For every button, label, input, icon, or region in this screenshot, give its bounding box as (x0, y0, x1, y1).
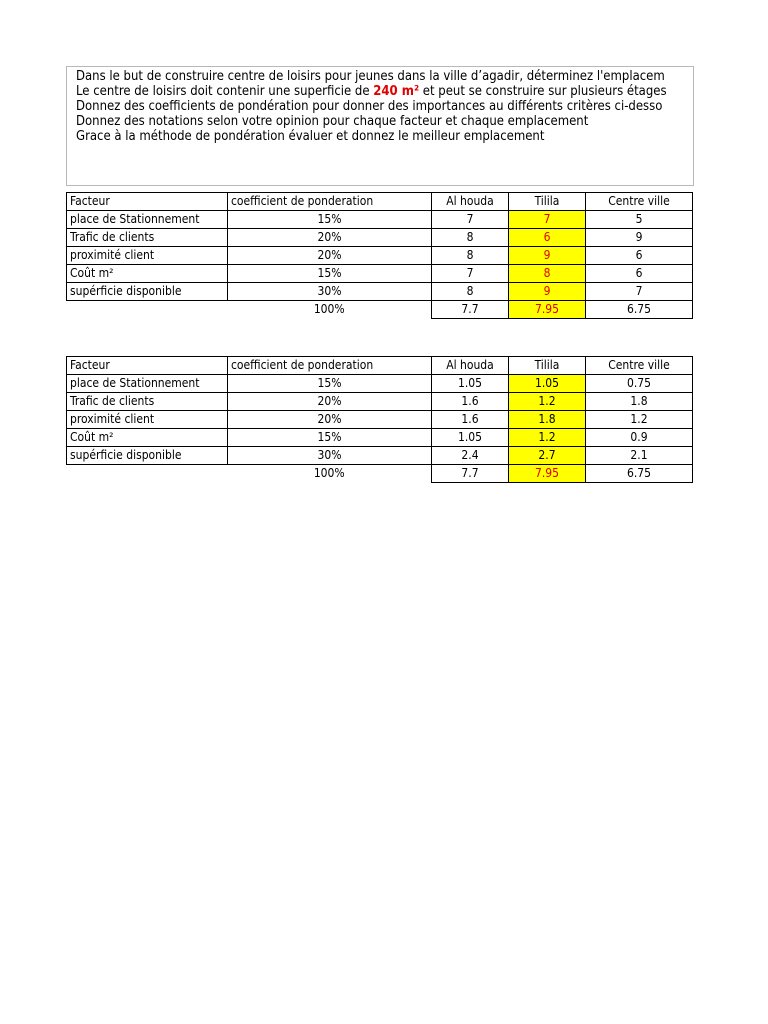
instruction-line-2-end: et peut se construire sur plusieurs étages (419, 84, 667, 99)
score-cell[interactable]: 7 (432, 265, 509, 283)
header-cell[interactable]: Centre ville (586, 193, 693, 211)
weighted-score-cell[interactable]: 2.1 (586, 447, 693, 465)
header-cell[interactable]: Al houda (432, 193, 509, 211)
empty-cell[interactable] (67, 465, 228, 483)
weighted-score-cell[interactable]: 1.6 (432, 411, 509, 429)
coefficient-cell[interactable]: 15% (228, 429, 432, 447)
weighted-score-cell[interactable]: 0.75 (586, 375, 693, 393)
area-value: 240 m² (373, 84, 420, 99)
table-row (67, 447, 693, 465)
header-cell[interactable]: Facteur (67, 193, 228, 211)
header-cell[interactable]: Facteur (67, 357, 228, 375)
score-cell[interactable]: 8 (432, 283, 509, 301)
highlighted-weighted-cell[interactable]: 2.7 (509, 447, 586, 465)
coefficient-cell[interactable]: 30% (228, 447, 432, 465)
highlighted-weighted-cell[interactable]: 1.2 (509, 429, 586, 447)
highlighted-total-cell[interactable]: 7.95 (509, 301, 586, 319)
table-header-row (67, 357, 693, 375)
table-row (67, 283, 693, 301)
table-row (67, 375, 693, 393)
header-cell[interactable]: Tilila (509, 193, 586, 211)
factor-cell[interactable]: place de Stationnement (67, 375, 228, 393)
header-cell[interactable]: coefficient de ponderation (228, 357, 432, 375)
factor-cell[interactable]: Trafic de clients (67, 229, 228, 247)
table-row (67, 229, 693, 247)
coefficient-cell[interactable]: 20% (228, 411, 432, 429)
weighted-scores-table (66, 356, 693, 483)
instruction-line-5: Grace à la méthode de pondération évaluer et donnez le meilleur emplacement (76, 129, 545, 144)
highlighted-score-cell[interactable]: 8 (509, 265, 586, 283)
score-cell[interactable]: 8 (432, 229, 509, 247)
table-row (67, 393, 693, 411)
total-score-cell[interactable]: 7.7 (432, 301, 509, 319)
instructions-textbox[interactable] (66, 66, 694, 186)
highlighted-weighted-cell[interactable]: 1.2 (509, 393, 586, 411)
header-cell[interactable]: Al houda (432, 357, 509, 375)
empty-cell[interactable] (67, 301, 228, 319)
score-cell[interactable]: 7 (432, 211, 509, 229)
factor-cell[interactable]: Coût m² (67, 429, 228, 447)
table-row (67, 265, 693, 283)
highlighted-weighted-cell[interactable]: 1.8 (509, 411, 586, 429)
factor-cell[interactable]: proximité client (67, 411, 228, 429)
factor-cell[interactable]: supérficie disponible (67, 447, 228, 465)
instruction-line-2 (76, 84, 667, 100)
highlighted-score-cell[interactable]: 9 (509, 283, 586, 301)
highlighted-score-cell[interactable]: 9 (509, 247, 586, 265)
table-header-row (67, 193, 693, 211)
factor-cell[interactable]: proximité client (67, 247, 228, 265)
factor-cell[interactable]: Coût m² (67, 265, 228, 283)
instruction-line-2-start: Le centre de loisirs doit contenir une superficie de (76, 84, 374, 99)
coefficient-total-cell[interactable]: 100% (313, 466, 345, 481)
coefficient-cell[interactable]: 15% (228, 211, 432, 229)
score-cell[interactable]: 9 (586, 229, 693, 247)
table-row (67, 411, 693, 429)
coefficient-cell[interactable]: 20% (228, 247, 432, 265)
score-cell[interactable]: 6 (586, 247, 693, 265)
total-score-cell[interactable]: 7.7 (432, 465, 509, 483)
weighted-score-cell[interactable]: 0.9 (586, 429, 693, 447)
table-row (67, 247, 693, 265)
score-cell[interactable]: 8 (432, 247, 509, 265)
coefficient-total-cell[interactable]: 100% (313, 302, 345, 317)
highlighted-total-cell[interactable]: 7.95 (509, 465, 586, 483)
total-score-cell[interactable]: 6.75 (586, 301, 693, 319)
table-row (67, 211, 693, 229)
coefficient-cell[interactable]: 20% (228, 393, 432, 411)
total-row (67, 465, 693, 483)
header-cell[interactable]: coefficient de ponderation (228, 193, 432, 211)
highlighted-weighted-cell[interactable]: 1.05 (509, 375, 586, 393)
coefficient-cell[interactable]: 20% (228, 229, 432, 247)
highlighted-score-cell[interactable]: 7 (509, 211, 586, 229)
header-cell[interactable]: Tilila (509, 357, 586, 375)
factor-cell[interactable]: Trafic de clients (67, 393, 228, 411)
highlighted-score-cell[interactable]: 6 (509, 229, 586, 247)
coefficient-cell[interactable]: 15% (228, 265, 432, 283)
table-row (67, 429, 693, 447)
header-cell[interactable]: Centre ville (586, 357, 693, 375)
total-row (67, 301, 693, 319)
weighted-score-cell[interactable]: 2.4 (432, 447, 509, 465)
instruction-line-4: Donnez des notations selon votre opinion pour chaque facteur et chaque emplacement (76, 114, 589, 129)
factor-cell[interactable]: supérficie disponible (67, 283, 228, 301)
score-cell[interactable]: 6 (586, 265, 693, 283)
weighted-score-cell[interactable]: 1.2 (586, 411, 693, 429)
score-cell[interactable]: 5 (586, 211, 693, 229)
score-cell[interactable]: 7 (586, 283, 693, 301)
weighted-score-cell[interactable]: 1.8 (586, 393, 693, 411)
weighted-score-cell[interactable]: 1.05 (432, 429, 509, 447)
total-score-cell[interactable]: 6.75 (586, 465, 693, 483)
factor-cell[interactable]: place de Stationnement (67, 211, 228, 229)
instruction-line-1: Dans le but de construire centre de loisirs pour jeunes dans la ville d’agadir, déterminez l'emplacem (76, 69, 665, 84)
coefficient-cell[interactable]: 15% (228, 375, 432, 393)
coefficient-cell[interactable]: 30% (228, 283, 432, 301)
weighted-score-cell[interactable]: 1.6 (432, 393, 509, 411)
weighted-score-cell[interactable]: 1.05 (432, 375, 509, 393)
scores-table (66, 192, 693, 319)
instruction-line-3: Donnez des coefficients de pondération pour donner des importances au différents critères ci-desso (76, 99, 663, 114)
